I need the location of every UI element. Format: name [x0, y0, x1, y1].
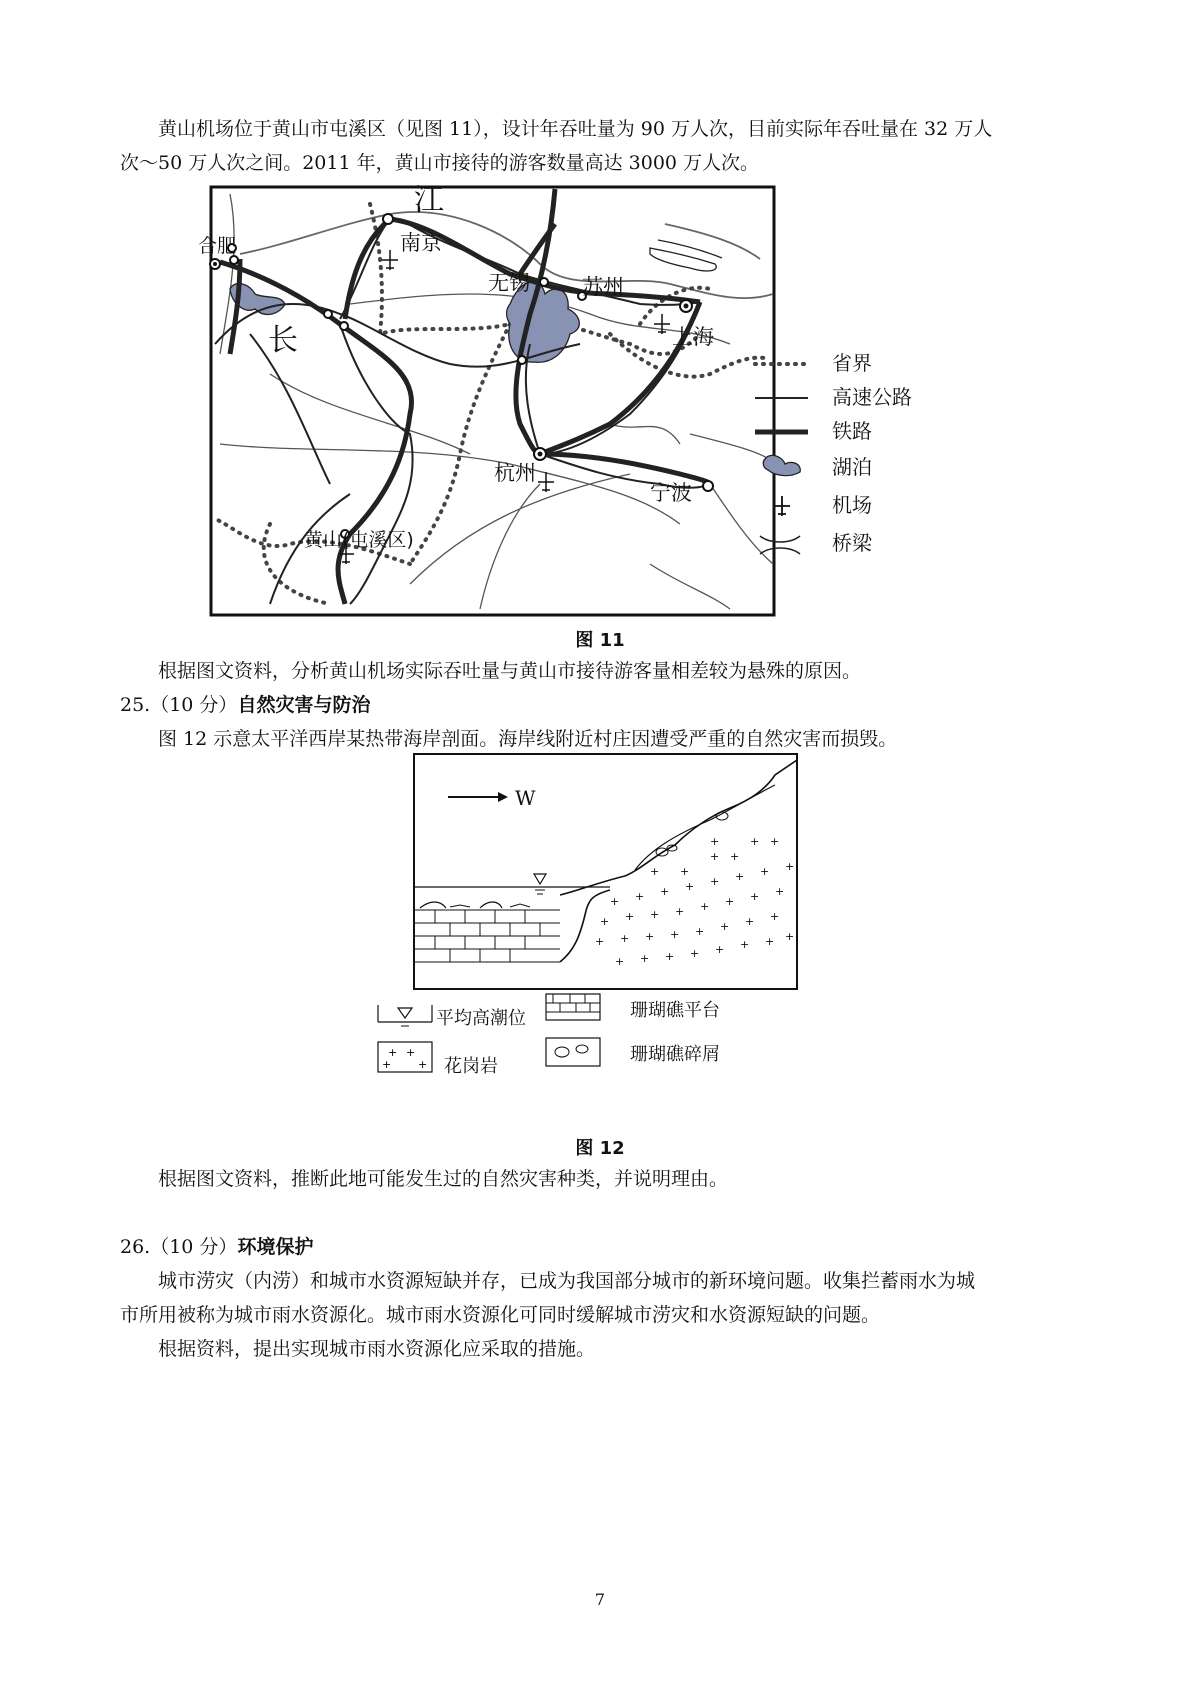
- svg-text:+: +: [710, 850, 720, 863]
- svg-text:+: +: [680, 865, 690, 878]
- intro-line-1: 黄山机场位于黄山市屯溪区（见图 11），设计年吞吐量为 90 万人次，目前实际年吞吐量在 32 万人: [158, 118, 993, 140]
- q25-header: [120, 688, 1100, 722]
- label-huangshan: 黄山(屯溪区): [304, 529, 414, 551]
- svg-text:+: +: [685, 880, 695, 893]
- q26-prompt: 根据资料，提出实现城市雨水资源化应采取的措施。: [158, 1338, 596, 1360]
- svg-text:+: +: [770, 835, 780, 848]
- svg-text:+: +: [750, 890, 760, 903]
- legend-railway: 铁路: [832, 419, 872, 443]
- label-wuxi: 无锡: [488, 271, 530, 295]
- svg-text:+: +: [660, 885, 670, 898]
- svg-text:+: +: [665, 950, 675, 963]
- q26-header: [120, 1230, 1100, 1264]
- figure-11-caption: 图 11: [575, 630, 625, 651]
- q26-para-line-1: 城市涝灾（内涝）和城市水资源短缺并存，已成为我国部分城市的新环境问题。收集拦蓄雨水为城: [158, 1270, 976, 1292]
- svg-text:+: +: [595, 935, 605, 948]
- svg-text:+: +: [765, 935, 775, 948]
- q25-title: 自然灾害与防治: [237, 694, 371, 716]
- svg-text:+: +: [785, 860, 795, 873]
- label-hangzhou: 杭州: [494, 461, 536, 485]
- q26-number: 26.（10 分）: [120, 1236, 238, 1258]
- svg-text:+: +: [645, 930, 655, 943]
- legend-bridge: 桥梁: [832, 531, 872, 555]
- legend-provincial-border: 省界: [832, 351, 872, 375]
- svg-text:+: +: [670, 928, 680, 941]
- q26-title: 环境保护: [237, 1236, 314, 1258]
- figure-11-legend: [755, 351, 912, 555]
- page-number: 7: [594, 1590, 606, 1609]
- label-hefei: 合肥: [198, 235, 237, 257]
- legend-coral-reef-debris: 珊瑚礁碎屑: [630, 1044, 720, 1065]
- label-jiang: 江: [414, 183, 444, 218]
- svg-text:+: +: [620, 932, 630, 945]
- svg-text:+: +: [610, 895, 620, 908]
- svg-text:+: +: [388, 1046, 398, 1059]
- svg-text:+: +: [710, 835, 720, 848]
- wind-direction-label: W: [515, 786, 536, 810]
- q25-prompt: 根据图文资料，推断此地可能发生过的自然灾害种类，并说明理由。: [158, 1168, 729, 1190]
- svg-text:+: +: [745, 915, 755, 928]
- svg-text:+: +: [700, 900, 710, 913]
- label-ningbo: 宁波: [650, 481, 692, 505]
- intro-line-2: 次～50 万人次之间。2011 年，黄山市接待的游客数量高达 3000 万人次。: [120, 152, 760, 174]
- legend-mean-high-tide: 平均高潮位: [436, 1008, 526, 1029]
- label-suzhou: 苏州: [582, 275, 624, 299]
- svg-text:+: +: [406, 1046, 416, 1059]
- q25-description: 图 12 示意太平洋西岸某热带海岸剖面。海岸线附近村庄因遭受严重的自然灾害而损毁。: [158, 728, 898, 750]
- q26-para-line-2: 市所用被称为城市雨水资源化。城市雨水资源化可同时缓解城市涝灾和水资源短缺的问题。: [120, 1304, 881, 1326]
- figure-12-profile: [382, 750, 810, 1094]
- label-nanjing: 南京: [400, 231, 442, 255]
- svg-text:+: +: [695, 925, 705, 938]
- svg-text:+: +: [625, 910, 635, 923]
- svg-text:+: +: [730, 850, 740, 863]
- svg-text:+: +: [770, 910, 780, 923]
- legend-coral-reef-platform: 珊瑚礁平台: [630, 1000, 720, 1021]
- svg-text:+: +: [775, 885, 785, 898]
- svg-text:+: +: [735, 870, 745, 883]
- svg-text:+: +: [382, 1058, 392, 1071]
- legend-highway: 高速公路: [832, 385, 912, 409]
- svg-text:+: +: [690, 947, 700, 960]
- figure-12-legend: [378, 994, 720, 1077]
- svg-text:+: +: [710, 875, 720, 888]
- svg-text:+: +: [715, 943, 725, 956]
- svg-text:+: +: [650, 908, 660, 921]
- svg-text:+: +: [750, 835, 760, 848]
- svg-text:+: +: [785, 930, 795, 943]
- figure-11-map: [198, 183, 1000, 620]
- svg-text:+: +: [615, 955, 625, 968]
- svg-text:+: +: [635, 890, 645, 903]
- svg-text:+: +: [675, 905, 685, 918]
- label-shanghai: 上海: [672, 325, 714, 349]
- legend-lake: 湖泊: [832, 455, 872, 479]
- svg-text:+: +: [600, 915, 610, 928]
- svg-text:+: +: [740, 938, 750, 951]
- legend-airport: 机场: [832, 493, 872, 517]
- svg-text:+: +: [720, 920, 730, 933]
- svg-text:+: +: [760, 865, 770, 878]
- q25-number: 25.（10 分）: [120, 694, 238, 716]
- svg-text:+: +: [418, 1058, 428, 1071]
- figure-12-caption: 图 12: [575, 1138, 625, 1159]
- svg-text:+: +: [650, 865, 660, 878]
- q24-prompt: 根据图文资料，分析黄山机场实际吞吐量与黄山市接待游客量相差较为悬殊的原因。: [158, 660, 862, 682]
- svg-text:+: +: [725, 895, 735, 908]
- svg-text:+: +: [640, 952, 650, 965]
- legend-granite: 花岗岩: [444, 1056, 498, 1077]
- label-chang: 长: [268, 323, 298, 358]
